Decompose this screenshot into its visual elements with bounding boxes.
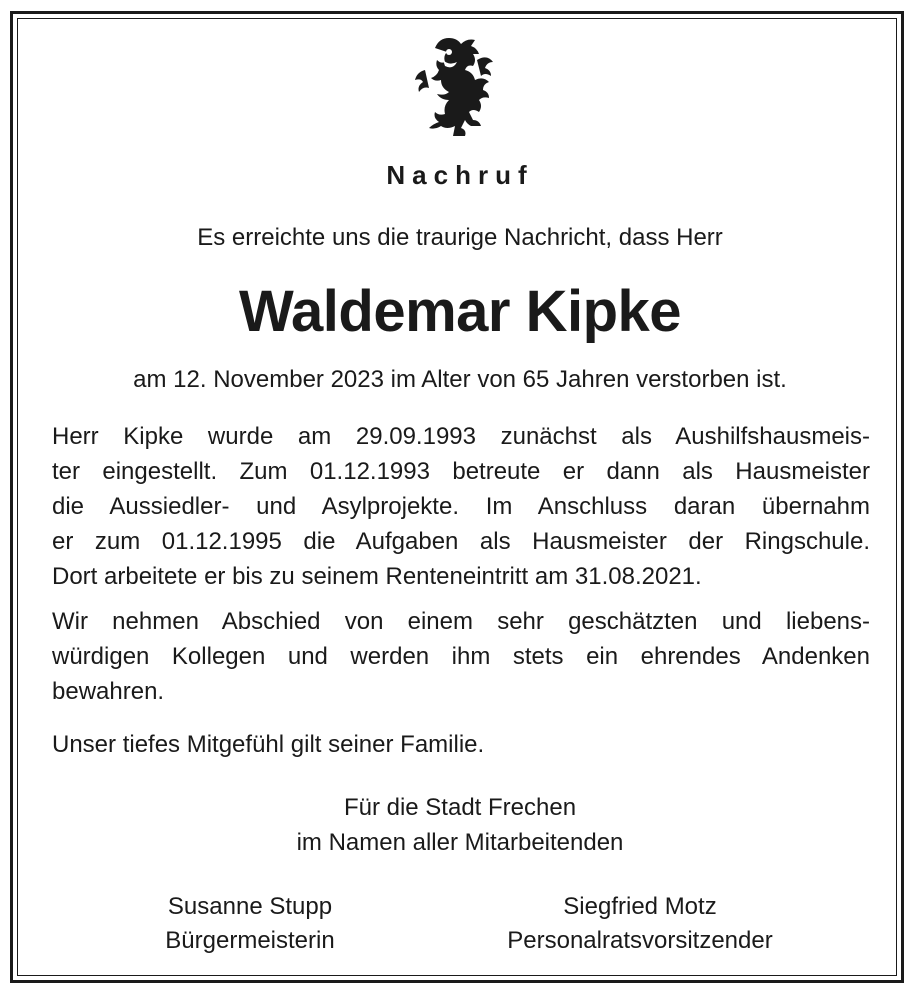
on-behalf-line: Für die Stadt Frechen [343, 794, 577, 821]
signatory-name: Susanne Stupp [167, 893, 333, 920]
condolence-paragraph [52, 727, 870, 762]
notice-heading: Nachruf [386, 160, 534, 190]
paragraph-line: er zum 01.12.1995 die Aufgaben als Hausmeister der Ringschule. [52, 528, 870, 555]
intro-line: Es erreichte uns die traurige Nachricht, dass Herr [197, 224, 723, 251]
deceased-name: Waldemar Kipke [238, 279, 682, 344]
paragraph-line: die Aussiedler- und Asylprojekte. Im Anschluss daran übernahm [52, 493, 870, 520]
paragraph-line: bewahren. [52, 678, 165, 705]
paragraph-line: Wir nehmen Abschied von einem sehr geschätzten und liebens- [52, 608, 870, 635]
paragraph-line: Unser tiefes Mitgefühl gilt seiner Familie. [52, 731, 485, 758]
on-behalf-block [0, 790, 920, 860]
signatory-council-chair [460, 890, 820, 958]
signatory-name: Siegfried Motz [563, 893, 717, 920]
paragraph-line: ter eingestellt. Zum 01.12.1993 betreute er dann als Hausmeister [52, 458, 870, 485]
on-behalf-line: im Namen aller Mitarbeitenden [296, 829, 624, 856]
signatory-role: Personalratsvorsitzender [507, 927, 773, 954]
paragraph-line: würdigen Kollegen und werden ihm stets ein ehrendes Andenken [52, 643, 870, 670]
paragraph-line: Dort arbeitete er bis zu seinem Renteneintritt am 31.08.2021. [52, 563, 702, 590]
death-line: am 12. November 2023 im Alter von 65 Jahren verstorben ist. [133, 366, 787, 393]
paragraph-line: Herr Kipke wurde am 29.09.1993 zunächst als Aushilfshausmeis- [52, 423, 870, 450]
farewell-paragraph [52, 604, 870, 709]
signatory-mayor [70, 890, 430, 958]
signatory-role: Bürgermeisterin [165, 927, 335, 954]
career-paragraph [52, 419, 870, 594]
lion-crest-icon [405, 30, 515, 140]
